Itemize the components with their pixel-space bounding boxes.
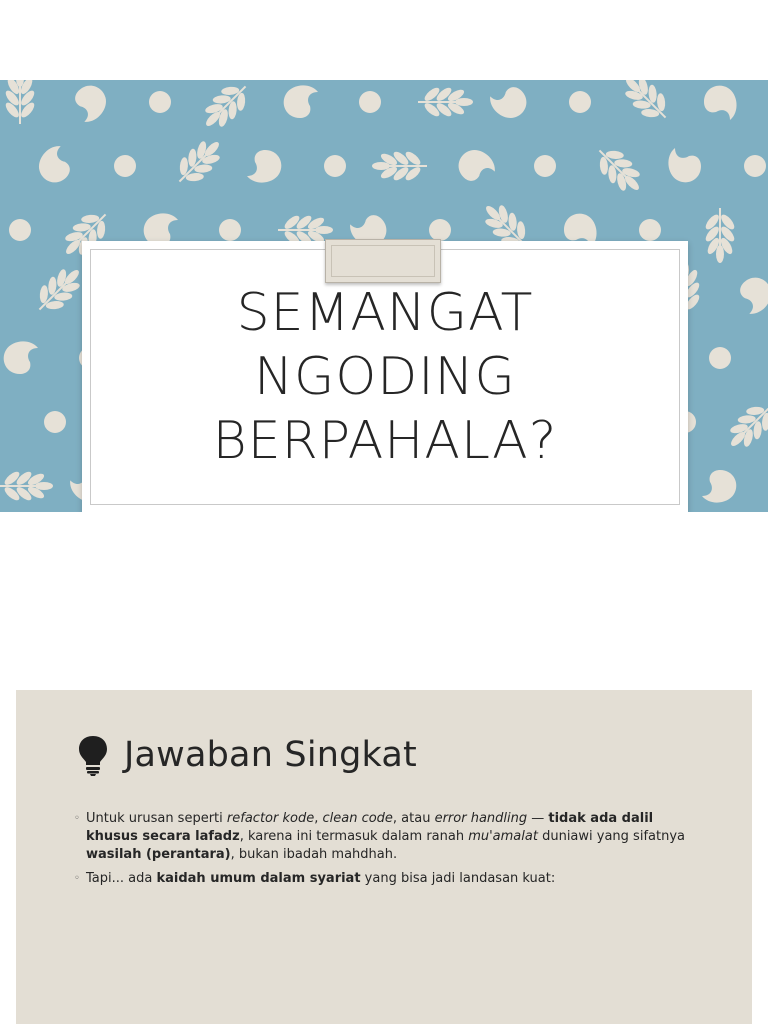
lightbulb-icon bbox=[76, 734, 110, 776]
slide-heading bbox=[76, 734, 417, 776]
title-line-3: BERPAHALA? bbox=[212, 411, 558, 471]
pattern-motif bbox=[429, 219, 451, 241]
bullet-text-segment: — bbox=[527, 811, 549, 826]
bullet-marker: ◦ bbox=[74, 873, 80, 884]
pattern-motif bbox=[114, 155, 136, 177]
bullet-text-segment: Untuk urusan seperti bbox=[86, 811, 227, 826]
pattern-motif bbox=[569, 91, 591, 113]
bullet-text-segment: kaidah umum dalam syariat bbox=[156, 871, 361, 886]
slide-title bbox=[82, 281, 688, 473]
content-slide bbox=[16, 690, 752, 1024]
bullet-list bbox=[74, 810, 704, 894]
heading-text: Jawaban Singkat bbox=[124, 735, 417, 775]
title-card bbox=[82, 241, 688, 512]
bullet-text-segment: refactor kode bbox=[226, 811, 315, 826]
bullet-text-segment: , karena ini termasuk dalam ranah bbox=[239, 829, 469, 844]
pattern-motif bbox=[534, 155, 556, 177]
bullet-text-segment: , atau bbox=[392, 811, 435, 826]
bullet-text-segment: clean code bbox=[322, 811, 393, 826]
pattern-motif bbox=[149, 91, 171, 113]
title-line-1: SEMANGAT bbox=[236, 283, 534, 343]
bullet-text-segment: error handling bbox=[434, 811, 528, 826]
bullet-text-segment: duniawi yang sifatnya bbox=[537, 829, 685, 844]
bullet-text-segment: wasilah (perantara) bbox=[86, 847, 231, 862]
bullet-item bbox=[74, 810, 704, 864]
bullet-text-segment: , bukan ibadah mahdhah. bbox=[230, 847, 398, 862]
bullet-text-segment: Tapi... ada bbox=[86, 871, 157, 886]
title-line-2: NGODING bbox=[254, 347, 516, 407]
bullet-marker: ◦ bbox=[74, 813, 80, 824]
bullet-text-segment: yang bisa jadi landasan kuat: bbox=[360, 871, 556, 886]
bullet-item bbox=[74, 870, 704, 888]
bullet-text-segment: mu'amalat bbox=[468, 829, 538, 844]
pattern-motif bbox=[709, 347, 731, 369]
bullet-text-segment: tidak ada dalil khusus secara lafadz bbox=[86, 811, 654, 844]
pattern-motif bbox=[9, 219, 31, 241]
bullet-text-segment: , bbox=[314, 811, 323, 826]
paper-clip-tab bbox=[325, 239, 441, 283]
title-slide bbox=[0, 80, 768, 512]
